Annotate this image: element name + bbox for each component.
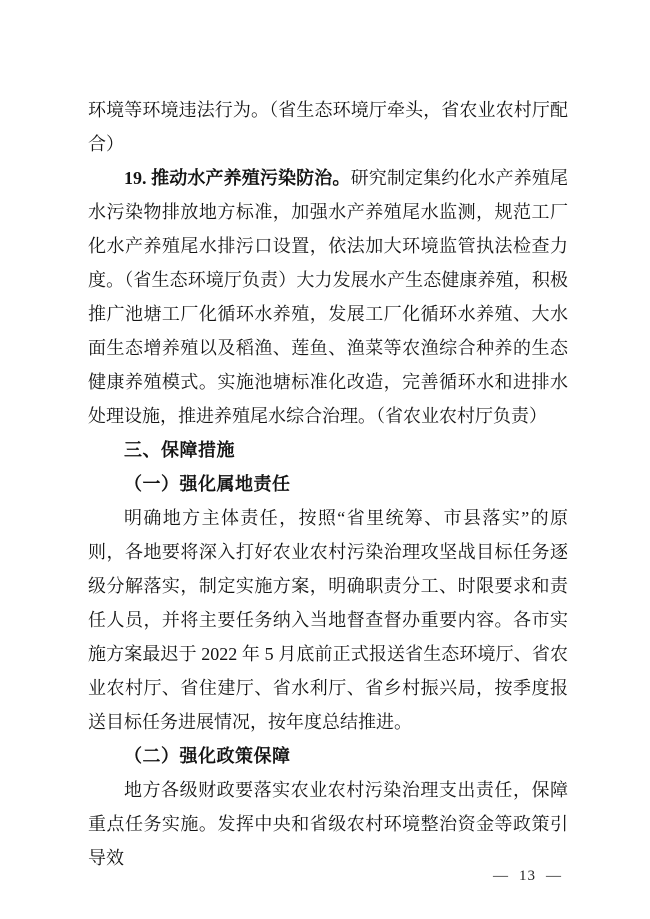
paragraph	[88, 773, 568, 875]
page-number-value: 13	[519, 868, 536, 884]
paragraph	[88, 161, 568, 433]
section-heading	[88, 739, 568, 773]
paragraph-bold-text: 19. 推动水产养殖污染防治。	[124, 168, 351, 188]
paragraph	[88, 501, 568, 739]
paragraph-text: 地方各级财政要落实农业农村污染治理支出责任，保障重点任务实施。发挥中央和省级农村环境整治资金等政策引导效	[88, 780, 568, 868]
section-heading	[88, 467, 568, 501]
page-number-left-dash: —	[493, 868, 509, 884]
paragraph-bold-text: （一）强化属地责任	[124, 474, 291, 494]
page-number	[483, 868, 572, 884]
paragraph-text: 研究制定集约化水产养殖尾水污染物排放地方标准，加强水产养殖尾水监测，规范工厂化水产养殖尾水排污口设置，依法加大环境监管执法检查力度。（省生态环境厅负责）大力发展水产生态健康养殖，积极推广池塘工厂化循环水养殖，发展工厂化循环水养殖、大水面生态增养殖以及稻渔、莲鱼、渔菜等农渔综合种养的生态健康养殖模式。实施池塘标准化改造，完善循环水和进排水处理设施，推进养殖尾水综合治理。（省农业农村厅负责）	[88, 168, 569, 426]
paragraph-text: 明确地方主体责任，按照“省里统筹、市县落实”的原则，各地要将深入打好农业农村污染治理攻坚战目标任务逐级分解落实，制定实施方案，明确职责分工、时限要求和责任人员，并将主要任务纳入当地督查督办重要内容。各市实施方案最迟于 2022 年 5 月底前正式报送省生态环境厅、省农业农村厅、省住建厅、省水利厅、省乡村振兴局，按季度报送目标任务进展情况，按年度总结推进。	[88, 508, 568, 732]
paragraph-bold-text: （二）强化政策保障	[124, 746, 291, 766]
page-number-right-dash: —	[546, 868, 562, 884]
document-body	[88, 93, 568, 875]
paragraph	[88, 93, 568, 161]
paragraph-text: 环境等环境违法行为。（省生态环境厅牵头，省农业农村厅配合）	[88, 100, 568, 154]
section-heading	[88, 433, 568, 467]
page-footer	[483, 868, 572, 885]
paragraph-bold-text: 三、保障措施	[124, 440, 235, 460]
